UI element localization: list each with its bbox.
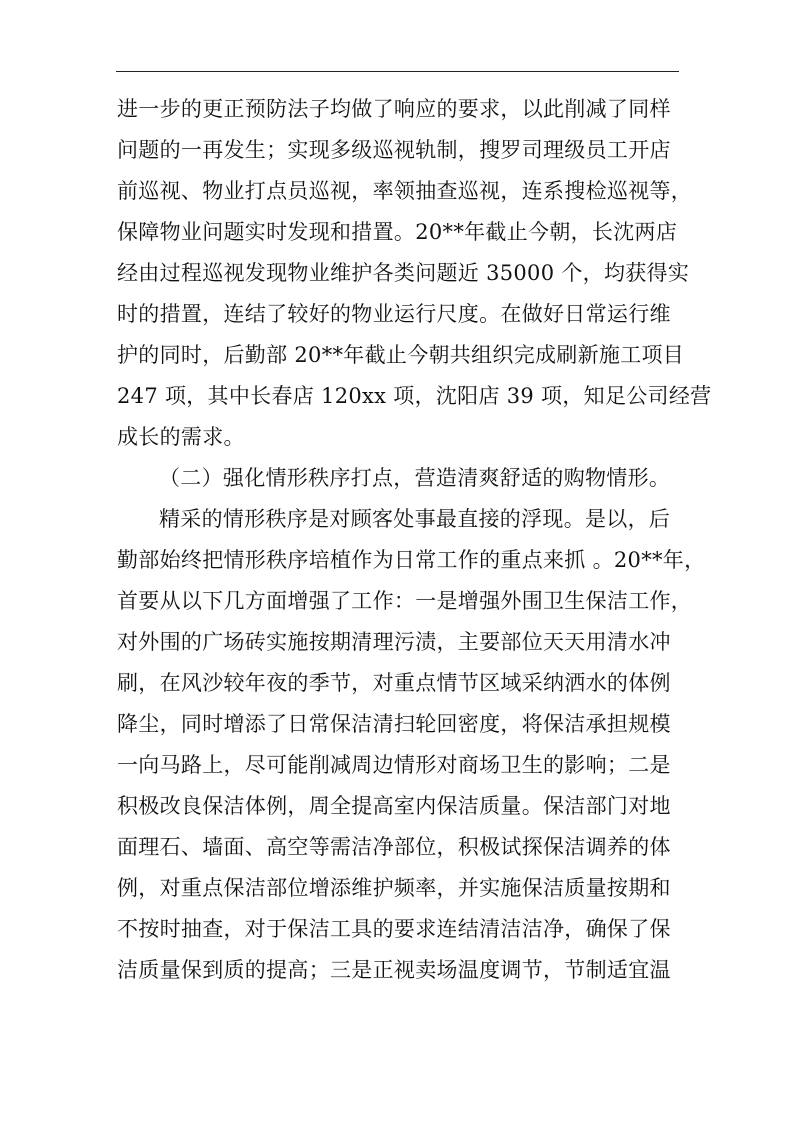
text-line: 247 项，其中长春店 120xx 项，沈阳店 39 项，知足公司经营 (117, 384, 712, 408)
text-line: 勤部始终把情形秩序培植作为日常工作的重点来抓 。20**年， (117, 548, 706, 572)
text-line: 洁质量保到质的提高；三是正视卖场温度调节，节制适宜温 (117, 958, 671, 982)
text-line: 成长的需求。 (117, 425, 245, 449)
text-line: 经由过程巡视发现物业维护各类问题近 35000 个，均获得实 (117, 261, 690, 285)
text-line: 刷，在风沙较年夜的季节，对重点情节区域采纳洒水的体例 (117, 671, 671, 695)
text-line: 面理石、墙面、高空等需洁净部位，积极试探保洁调养的体 (117, 835, 671, 859)
text-line: 对外围的广场砖实施按期清理污渍，主要部位天天用清水冲 (117, 630, 671, 654)
text-line: 进一步的更正预防法子均做了响应的要求，以此削减了同样 (117, 97, 671, 121)
text-line: 积极改良保洁体例，周全提高室内保洁质量。保洁部门对地 (117, 794, 671, 818)
text-line: 护的同时，后勤部 20**年截止今朝共组织完成刷新施工项目 (117, 343, 685, 367)
header-rule (116, 71, 679, 72)
text-line: 例，对重点保洁部位增添维护频率，并实施保洁质量按期和 (117, 876, 671, 900)
text-line: 保障物业问题实时发现和措置。20**年截止今朝，长沈两店 (117, 220, 678, 244)
section-heading: （二）强化情形秩序打点，营造清爽舒适的购物情形。 (159, 466, 671, 490)
text-line: 降尘，同时增添了日常保洁清扫轮回密度，将保洁承担规模 (117, 712, 671, 736)
text-line: 时的措置，连结了较好的物业运行尺度。在做好日常运行维 (117, 302, 671, 326)
document-body (117, 89, 712, 991)
paragraph-first-line: 精采的情形秩序是对顾客处事最直接的浮现。是以，后 (159, 507, 671, 531)
text-line: 一向马路上，尽可能削减周边情形对商场卫生的影响；二是 (117, 753, 671, 777)
text-line: 首要从以下几方面增强了工作：一是增强外围卫生保洁工作， (117, 589, 693, 613)
text-line: 问题的一再发生；实现多级巡视轨制，搜罗司理级员工开店 (117, 138, 671, 162)
text-line: 不按时抽查，对于保洁工具的要求连结清洁洁净，确保了保 (117, 917, 671, 941)
text-line: 前巡视、物业打点员巡视，率领抽查巡视，连系搜检巡视等， (117, 179, 693, 203)
